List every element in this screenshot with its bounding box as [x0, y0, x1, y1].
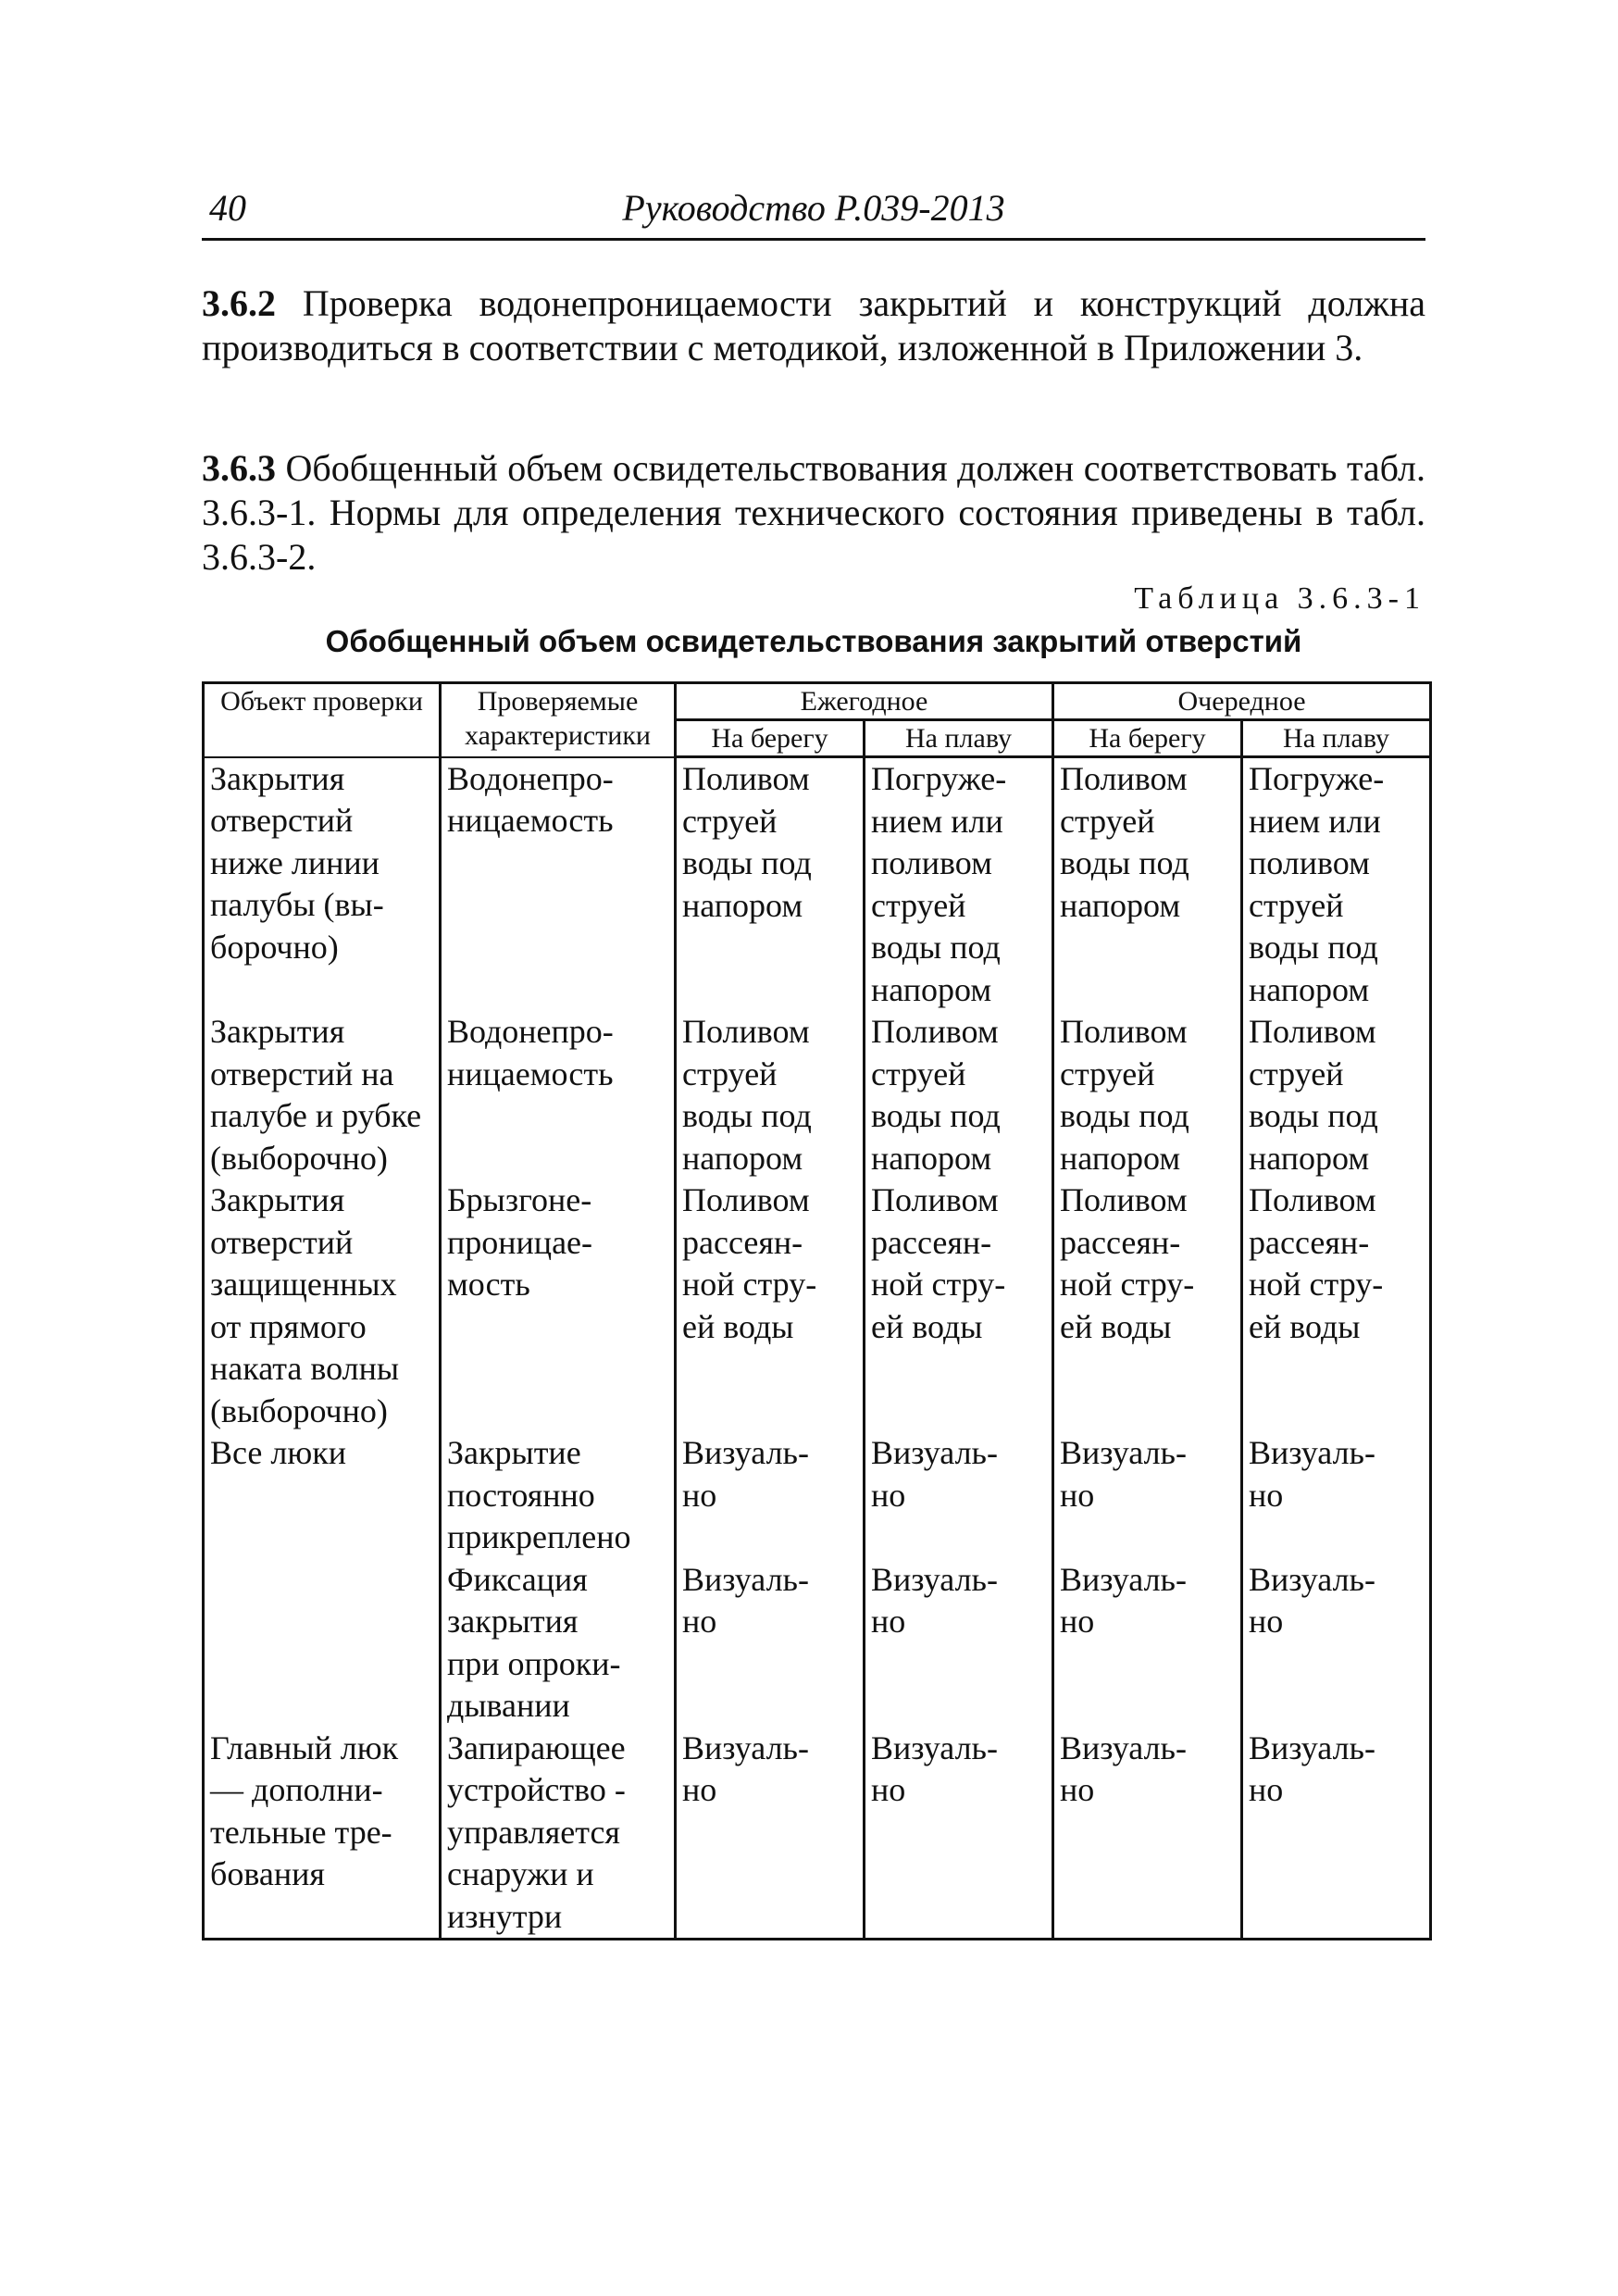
table-cell: Визуаль- но	[1242, 1559, 1431, 1728]
table-cell: Визуаль- но	[676, 1728, 865, 1940]
table-cell	[204, 1559, 441, 1728]
header-object: Объект проверки	[204, 683, 441, 757]
header-annual-ashore: На берегу	[676, 720, 865, 757]
table-cell: Поливом струей воды под напором	[865, 1011, 1053, 1179]
table-cell: Визуаль- но	[1053, 1559, 1242, 1728]
table-cell: Поливом струей воды под напором	[1053, 1011, 1242, 1179]
table-cell: Закрытия отверстий на палубе и рубке (выборочно)	[204, 1011, 441, 1179]
table-row	[204, 1179, 1431, 1432]
table-cell: Визуаль- но	[1053, 1432, 1242, 1559]
table-cell: Визуаль- но	[865, 1728, 1053, 1940]
table-cell: Поливом рассеян- ной стру- ей воды	[1242, 1179, 1431, 1432]
table-cell: Главный люк — дополни- тельные тре- бования	[204, 1728, 441, 1940]
section-number: 3.6.2	[202, 282, 276, 324]
table-cell: Поливом струей воды под напором	[1242, 1011, 1431, 1179]
table-cell: Визуаль- но	[865, 1432, 1053, 1559]
table-row	[204, 1728, 1431, 1940]
table-cell: Визуаль- но	[1242, 1728, 1431, 1940]
table-cell: Закрытие постоянно прикреплено	[441, 1432, 676, 1559]
table-row	[204, 1559, 1431, 1728]
table-cell: Водонепро- ницаемость	[441, 1011, 676, 1179]
table-cell: Закрытия отверстий защищенных от прямого наката волны (выборочно)	[204, 1179, 441, 1432]
header-regular: Очередное	[1053, 683, 1431, 720]
table-row	[204, 1011, 1431, 1179]
running-title: Руководство Р.039-2013	[622, 187, 1005, 229]
paragraph-3-6-2	[202, 281, 1425, 370]
header-regular-afloat: На плаву	[1242, 720, 1431, 757]
table-cell: Визуаль- но	[1053, 1728, 1242, 1940]
table-cell: Поливом рассеян- ной стру- ей воды	[1053, 1179, 1242, 1432]
table-row	[204, 1432, 1431, 1559]
table-cell: Визуаль- но	[1242, 1432, 1431, 1559]
table-cell: Брызгоне- проницае- мость	[441, 1179, 676, 1432]
inspection-scope-table	[202, 681, 1432, 1940]
page-number: 40	[209, 187, 246, 229]
table-label: Таблица 3.6.3-1	[1134, 581, 1425, 616]
table-cell: Поливом струей воды под напором	[676, 757, 865, 1012]
table-cell: Запирающее устройство - управляется снаружи и изнутри	[441, 1728, 676, 1940]
header-annual: Ежегодное	[676, 683, 1053, 720]
paragraph-text: Обобщенный объем освидетельствования должен соответствовать табл. 3.6.3-1. Нормы для определения технического состояния приведены в табл. 3.6.3-2.	[202, 447, 1425, 578]
table-cell: Водонепро- ницаемость	[441, 757, 676, 1012]
table-cell: Визуаль- но	[676, 1559, 865, 1728]
table-cell: Фиксация закрытия при опроки- дывании	[441, 1559, 676, 1728]
table-cell: Поливом струей воды под напором	[676, 1011, 865, 1179]
header-annual-afloat: На плаву	[865, 720, 1053, 757]
table-cell: Поливом рассеян- ной стру- ей воды	[676, 1179, 865, 1432]
table-cell: Погруже- нием или поливом струей воды под напором	[1242, 757, 1431, 1012]
table-cell: Закрытия отверстий ниже линии палубы (вы- борочно)	[204, 757, 441, 1012]
header-regular-ashore: На берегу	[1053, 720, 1242, 757]
table-title: Обобщенный объем освидетельствования закрытий отверстий	[325, 624, 1302, 658]
table-row	[204, 757, 1431, 1012]
paragraph-text: Проверка водонепроницаемости закрытий и конструкций должна производиться в соответствии с методикой, изложенной в Приложении 3.	[202, 282, 1425, 368]
table-cell: Поливом рассеян- ной стру- ей воды	[865, 1179, 1053, 1432]
table-cell: Погруже- нием или поливом струей воды под напором	[865, 757, 1053, 1012]
table-cell: Поливом струей воды под напором	[1053, 757, 1242, 1012]
section-number: 3.6.3	[202, 447, 276, 489]
header-characteristics: Проверяемые характеристики	[441, 683, 676, 757]
page-header	[202, 181, 1425, 241]
table-cell: Визуаль- но	[676, 1432, 865, 1559]
table-cell: Визуаль- но	[865, 1559, 1053, 1728]
table-cell: Все люки	[204, 1432, 441, 1559]
paragraph-3-6-3	[202, 446, 1425, 580]
